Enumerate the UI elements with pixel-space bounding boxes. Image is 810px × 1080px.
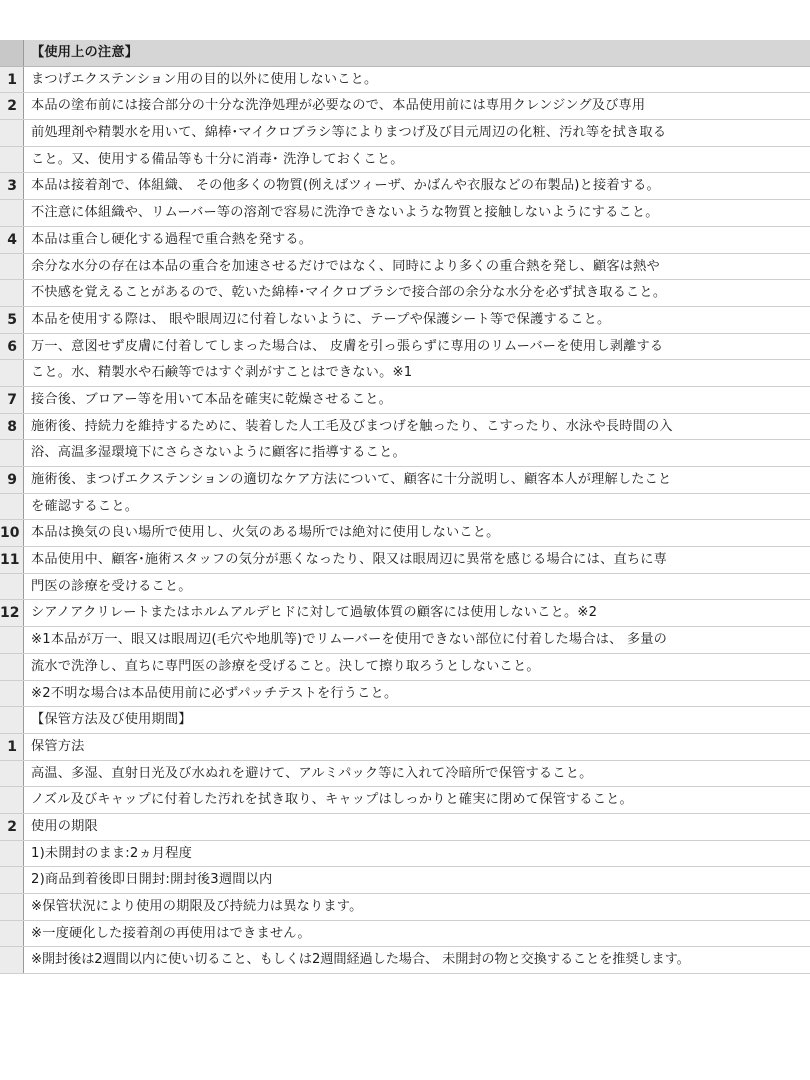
row-number xyxy=(0,654,24,680)
row-number xyxy=(0,627,24,653)
row-number xyxy=(0,867,24,893)
row-text: 保管方法 xyxy=(31,738,85,754)
row-text: 万一、意図せず皮膚に付着してしまった場合は、 皮膚を引っ張らずに専用のリムーバーを使用し剥離する xyxy=(31,338,664,354)
row-text: こと。又、使用する備品等も十分に消毒･ 洗浄しておくこと。 xyxy=(31,151,404,167)
table-row xyxy=(0,654,810,681)
row-text: ノズル及びキャップに付着した汚れを拭き取り、キャップはしっかりと確実に閉めて保管すること。 xyxy=(31,792,633,808)
row-number: 3 xyxy=(0,173,24,199)
row-number xyxy=(0,681,24,707)
row-number: 2 xyxy=(0,814,24,840)
table-row xyxy=(0,600,810,627)
section-title: 【使用上の注意】 xyxy=(31,45,139,60)
row-number: 2 xyxy=(0,93,24,119)
row-text: ※1本品が万一、眼又は眼周辺(毛穴や地肌等)でリムーバーを使用できない部位に付着した場合は、 多量の xyxy=(31,632,668,648)
table-row xyxy=(0,681,810,708)
row-number xyxy=(0,440,24,466)
row-number xyxy=(0,40,24,66)
row-text: 余分な水分の存在は本品の重合を加速させるだけではなく、同時により多くの重合熱を発し、顧客は熱や xyxy=(31,258,660,274)
table-row xyxy=(0,440,810,467)
row-text: 本品は換気の良い場所で使用し、火気のある場所では絶対に使用しないこと。 xyxy=(31,525,500,541)
table-row xyxy=(0,547,810,574)
row-text: シアノアクリレートまたはホルムアルデヒドに対して過敏体質の顧客には使用しないこと。※2 xyxy=(31,605,598,621)
row-text: 本品使用中、顧客･施術スタッフの気分が悪くなったり、限又は眼周辺に異常を感じる場合には、直ちに専 xyxy=(31,552,668,568)
table-row xyxy=(0,814,810,841)
row-text: 2)商品到着後即日開封:開封後3週間以内 xyxy=(31,872,273,888)
table-row xyxy=(0,93,810,120)
table-row xyxy=(0,627,810,654)
table-row xyxy=(0,414,810,441)
row-number xyxy=(0,841,24,867)
row-text: 施術後、持続力を維持するために、装着した人工毛及びまつげを触ったり、こすったり、水泳や長時間の入 xyxy=(31,418,673,434)
table-row xyxy=(0,387,810,414)
instruction-sheet xyxy=(0,40,810,974)
table-row xyxy=(0,307,810,334)
row-text: を確認すること。 xyxy=(31,498,139,514)
table-row xyxy=(0,787,810,814)
table-row xyxy=(0,494,810,521)
row-number xyxy=(0,280,24,306)
row-text: 接合後、ブロアー等を用いて本品を確実に乾燥させること。 xyxy=(31,391,393,407)
table-row xyxy=(0,467,810,494)
row-number: 12 xyxy=(0,600,24,626)
row-number xyxy=(0,894,24,920)
row-text: ※開封後は2週間以内に使い切ること、もしくは2週間経過した場合、 未開封の物と交換することを推奨します。 xyxy=(31,952,690,968)
table-row xyxy=(0,360,810,387)
row-number xyxy=(0,574,24,600)
row-text: こと。水、精製水や石鹸等ではすぐ剥がすことはできない。※1 xyxy=(31,365,413,381)
row-number xyxy=(0,947,24,973)
row-number: 1 xyxy=(0,734,24,760)
row-number xyxy=(0,707,24,733)
table-row xyxy=(0,120,810,147)
row-number xyxy=(0,494,24,520)
row-number: 11 xyxy=(0,547,24,573)
row-text: 本品を使用する際は、 眼や眼周辺に付着しないように、テープや保護シート等で保護すること。 xyxy=(31,311,611,327)
row-text: 不注意に体組織や、リムーバー等の溶剤で容易に洗浄できないような物質と接触しないようにすること。 xyxy=(31,205,659,221)
row-number xyxy=(0,761,24,787)
table-row xyxy=(0,947,810,974)
table-row xyxy=(0,921,810,948)
row-text: 門医の診療を受けること。 xyxy=(31,578,192,594)
row-number: 1 xyxy=(0,67,24,93)
row-number: 4 xyxy=(0,227,24,253)
row-number xyxy=(0,921,24,947)
row-text: 浴、高温多湿環境下にさらさないように顧客に指導すること。 xyxy=(31,445,406,461)
row-text: 不快感を覚えることがあるので、乾いた綿棒･マイクロブラシで接合部の余分な水分を必ず拭き取ること。 xyxy=(31,285,667,301)
row-number xyxy=(0,360,24,386)
table-row xyxy=(0,147,810,174)
row-text: 【保管方法及び使用期間】 xyxy=(31,712,192,728)
row-text: ※2不明な場合は本品使用前に必ずパッチテストを行うこと。 xyxy=(31,685,398,701)
row-text: 施術後、まつげエクステンションの適切なケア方法について、顧客に十分説明し、顧客本人が理解したこと xyxy=(31,472,672,487)
table-row xyxy=(0,761,810,788)
row-number: 9 xyxy=(0,467,24,493)
row-text: 高温、多湿、直射日光及び水ぬれを避けて、アルミパック等に入れて冷暗所で保管すること。 xyxy=(31,765,593,781)
row-number xyxy=(0,787,24,813)
row-text: 1)未開封のまま:2ヵ月程度 xyxy=(31,845,193,861)
table-row xyxy=(0,254,810,281)
row-number: 8 xyxy=(0,414,24,440)
row-text: 本品は接着剤で、体組織、 その他多くの物質(例えばツィーザ、かばんや衣服などの布製品)と接着する。 xyxy=(31,178,660,194)
table-row xyxy=(0,67,810,94)
row-number xyxy=(0,120,24,146)
row-number xyxy=(0,147,24,173)
row-text: ※保管状況により使用の期限及び持続力は異なります。 xyxy=(31,899,363,914)
table-row xyxy=(0,173,810,200)
row-text: 使用の期限 xyxy=(31,818,98,834)
row-text: 本品の塗布前には接合部分の十分な洗浄処理が必要なので、本品使用前には専用クレンジング及び専用 xyxy=(31,98,646,114)
section-header-row xyxy=(0,40,810,67)
table-row xyxy=(0,520,810,547)
row-text: まつげエクステンション用の目的以外に使用しないこと。 xyxy=(31,71,378,87)
table-row xyxy=(0,707,810,734)
table-row xyxy=(0,894,810,921)
row-text: 流水で洗浄し、直ちに専門医の診療を受げること。決して擦り取ろうとしないこと。 xyxy=(31,658,540,674)
row-number: 5 xyxy=(0,307,24,333)
table-row xyxy=(0,841,810,868)
row-number xyxy=(0,254,24,280)
table-row xyxy=(0,867,810,894)
table-row xyxy=(0,280,810,307)
row-text: ※一度硬化した接着剤の再使用はできません。 xyxy=(31,925,311,941)
table-row xyxy=(0,200,810,227)
row-number: 10 xyxy=(0,520,24,546)
table-row xyxy=(0,334,810,361)
table-row xyxy=(0,734,810,761)
table-row xyxy=(0,574,810,601)
row-number: 6 xyxy=(0,334,24,360)
row-text: 前処理剤や精製水を用いて、綿棒･マイクロブラシ等によりまつげ及び目元周辺の化粧、汚れ等を拭き取る xyxy=(31,125,667,141)
table-row xyxy=(0,227,810,254)
row-number xyxy=(0,200,24,226)
row-text: 本品は重合し硬化する過程で重合熱を発する。 xyxy=(31,231,313,247)
row-number: 7 xyxy=(0,387,24,413)
